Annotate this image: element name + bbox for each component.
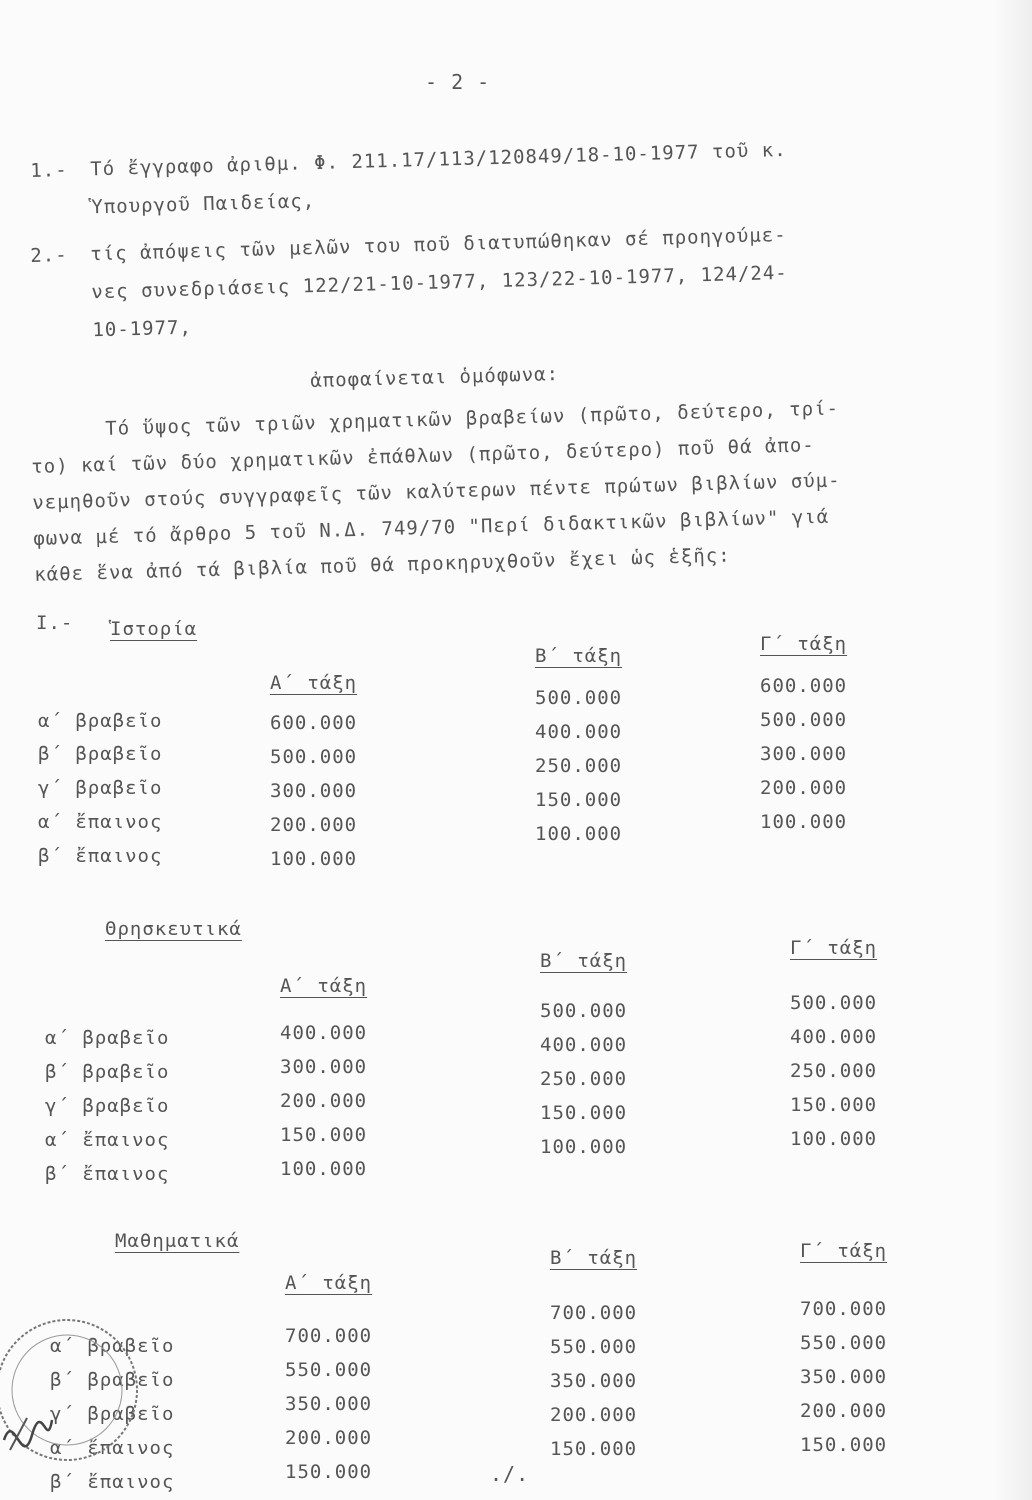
prize-amount: 150.000 (280, 1124, 368, 1146)
continuation-mark: ./. (490, 1462, 530, 1486)
subject-title: Θρησκευτικά (105, 918, 242, 940)
body-line-3: νεμηθοῦν στούς συγγραφεῖς τῶν καλύτερων πέντε πρώτων βιβλίων σύμ- (32, 469, 841, 514)
prize-amount: 100.000 (540, 1136, 628, 1158)
prize-amount: 550.000 (285, 1359, 373, 1381)
column-header: Α΄ τάξη (270, 672, 358, 694)
body-line-2: το) καί τῶν δύο χρηματικῶν ἐπάθλων (πρῶτο, δεύτερο) ποῦ θά ἀπο- (31, 434, 815, 478)
paragraph-2-line-1: τίς ἀπόψεις τῶν μελῶν του ποῦ διατυπώθηκαν σέ προηγούμε- (89, 223, 787, 266)
prize-amount: 700.000 (550, 1302, 638, 1324)
paragraph-2-line-3: 10-1977, (92, 316, 193, 342)
row-label: β΄ ἔπαινος (38, 845, 163, 867)
body-line-5: κάθε ἕνα ἀπό τά βιβλία ποῦ θά προκηρυχθοῦν ἔχει ὡς ἑξῆς: (34, 544, 731, 586)
prize-amount: 150.000 (800, 1434, 888, 1456)
prize-amount: 400.000 (535, 721, 623, 743)
prize-amount: 500.000 (270, 746, 358, 768)
prize-amount: 150.000 (540, 1102, 628, 1124)
body-line-4: φωνα μέ τό ἄρθρο 5 τοῦ Ν.Δ. 749/70 "Περί διδακτικῶν βιβλίων" γιά (33, 505, 830, 550)
prize-amount: 300.000 (270, 780, 358, 802)
prize-amount: 400.000 (280, 1022, 368, 1044)
prize-amount: 300.000 (280, 1056, 368, 1078)
prize-amount: 250.000 (790, 1060, 878, 1082)
row-label: γ΄ βραβεῖο (38, 777, 163, 799)
section-marker: I.- (36, 612, 74, 634)
row-label: α΄ βραβεῖο (50, 1335, 175, 1357)
prize-amount: 150.000 (285, 1461, 373, 1483)
page-number: - 2 - (425, 70, 491, 94)
row-label: α΄ ἔπαινος (45, 1129, 170, 1151)
prize-amount: 350.000 (285, 1393, 373, 1415)
prize-amount: 500.000 (790, 992, 878, 1014)
row-label: α΄ ἔπαινος (38, 811, 163, 833)
prize-amount: 550.000 (550, 1336, 638, 1358)
body-line-1: Τό ὕψος τῶν τριῶν χρηματικῶν βραβείων (πρῶτο, δεύτερο, τρί- (104, 397, 840, 440)
row-label: α΄ ἔπαινος (50, 1437, 175, 1459)
prize-amount: 500.000 (540, 1000, 628, 1022)
row-label: β΄ ἔπαινος (50, 1471, 175, 1493)
prize-amount: 400.000 (540, 1034, 628, 1056)
prize-amount: 350.000 (550, 1370, 638, 1392)
prize-amount: 500.000 (535, 687, 623, 709)
paragraph-1-marker: 1.- (30, 158, 68, 182)
prize-amount: 150.000 (535, 789, 623, 811)
row-label: β΄ βραβεῖο (38, 743, 163, 765)
prize-amount: 100.000 (535, 823, 623, 845)
prize-amount: 700.000 (800, 1298, 888, 1320)
prize-amount: 550.000 (800, 1332, 888, 1354)
column-header: Γ΄ τάξη (790, 937, 878, 959)
prize-amount: 250.000 (535, 755, 623, 777)
column-header: Γ΄ τάξη (760, 633, 848, 655)
prize-amount: 350.000 (800, 1366, 888, 1388)
prize-amount: 200.000 (270, 814, 358, 836)
row-label: β΄ ἔπαινος (45, 1163, 170, 1185)
row-label: γ΄ βραβεῖο (45, 1095, 170, 1117)
row-label: α΄ βραβεῖο (38, 710, 163, 732)
row-label: α΄ βραβεῖο (45, 1027, 170, 1049)
prize-amount: 200.000 (285, 1427, 373, 1449)
prize-amount: 200.000 (280, 1090, 368, 1112)
prize-amount: 500.000 (760, 709, 848, 731)
column-header: Α΄ τάξη (280, 975, 368, 997)
prize-amount: 300.000 (760, 743, 848, 765)
row-label: β΄ βραβεῖο (50, 1369, 175, 1391)
row-label: γ΄ βραβεῖο (50, 1403, 175, 1425)
column-header: Α΄ τάξη (285, 1272, 373, 1294)
column-header: Β΄ τάξη (540, 950, 628, 972)
paragraph-2-marker: 2.- (30, 243, 68, 267)
page-edge-shadow (992, 0, 1032, 1500)
subject-title: Μαθηματικά (115, 1230, 240, 1252)
row-label: β΄ βραβεῖο (45, 1061, 170, 1083)
prize-amount: 200.000 (800, 1400, 888, 1422)
prize-amount: 100.000 (790, 1128, 878, 1150)
column-header: Β΄ τάξη (550, 1247, 638, 1269)
column-header: Γ΄ τάξη (800, 1240, 888, 1262)
paragraph-1-line-2: Ὑπουργοῦ Παιδείας, (91, 190, 316, 219)
decision-heading: ἀποφαίνεται ὁμόφωνα: (310, 363, 560, 392)
prize-amount: 100.000 (760, 811, 848, 833)
prize-amount: 150.000 (550, 1438, 638, 1460)
prize-amount: 200.000 (550, 1404, 638, 1426)
prize-amount: 700.000 (285, 1325, 373, 1347)
prize-amount: 200.000 (760, 777, 848, 799)
prize-amount: 400.000 (790, 1026, 878, 1048)
prize-amount: 250.000 (540, 1068, 628, 1090)
paragraph-1-line-1: Τό ἔγγραφο ἀριθμ. Φ. 211.17/113/120849/18-10-1977 τοῦ κ. (89, 138, 787, 181)
prize-amount: 600.000 (760, 675, 848, 697)
column-header: Β΄ τάξη (535, 645, 623, 667)
prize-amount: 600.000 (270, 712, 358, 734)
paragraph-2-line-2: νες συνεδριάσεις 122/21-10-1977, 123/22-10-1977, 124/24- (91, 261, 788, 304)
official-seal (0, 1300, 192, 1500)
prize-amount: 100.000 (280, 1158, 368, 1180)
subject-title: Ἱστορία (110, 618, 198, 640)
prize-amount: 100.000 (270, 848, 358, 870)
prize-amount: 150.000 (790, 1094, 878, 1116)
